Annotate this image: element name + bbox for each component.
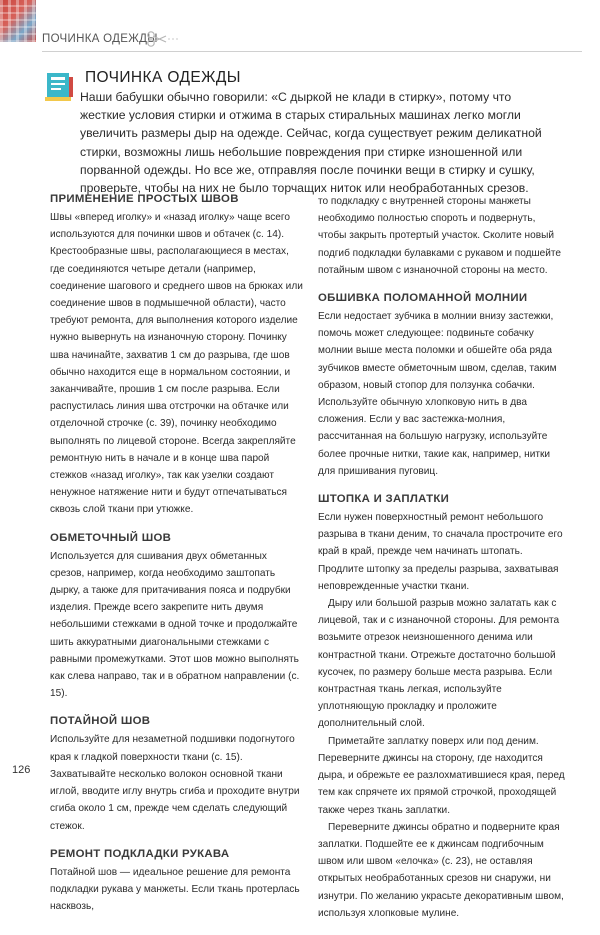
section-paragraph: то подкладку с внутренней стороны манжеты необходимо полностью спороть и подвернуть, чтобы закрыть протертый участок. Сколите новый подгиб подкладки булавками с рукавом и подшейте потайным швом с изнаночной стороны на место. [318,196,561,276]
section-paragraph: Если недостает зубчика в молнии внизу застежки, помочь может следующее: подвиньте собачку молнии выше места поломки и обшейте оба ряда зубчиков вместе обметочным швом, сделав, таким образом, новый стопор для ползунка собачки. Используйте обычную хлопковую нить в два сложения. Если у вас застежка-молния, рассчитанная на большую нагрузку, используйте более прочные нитки, такие как, например, нитки для пришивания пуговиц. [318,311,557,477]
section-heading: ПРИМЕНЕНИЕ ПРОСТЫХ ШВОВ [50,193,239,205]
section-broken-zipper [318,292,566,480]
section-paragraph: Потайной шов — идеальное решение для ремонта подкладки рукава у манжеты. Если ткань протерлась насквозь, [50,866,300,913]
section-heading: ОБШИВКА ПОЛОМАННОЙ МОЛНИИ [318,292,528,305]
section-darning-patches [318,493,566,922]
section-overcast-stitch [50,532,303,703]
section-heading: ОБМЕТОЧНЫЙ ШОВ [50,531,172,544]
section-heading: РЕМОНТ ПОДКЛАДКИ РУКАВА [50,847,230,860]
page-number: 126 [12,764,31,776]
section-sleeve-lining [50,848,303,916]
running-header: ПОЧИНКА ОДЕЖДЫ [42,33,158,45]
section-paragraph: Переверните джинсы обратно и подверните края заплатки. Подшейте ее к джинсам подгибочным швом или швом «елочка» (с. 23), не оставляя открытых необработанных срезов ни снаружи, ни изнутри. По желанию украсьте декоративным швом, используя хлопковые мулине. [318,821,564,919]
corner-plaid-decoration [0,0,36,42]
section-paragraph: Используется для сшивания двух обметанных срезов, например, когда необходимо заштопать дырку, а также для притачивания пояса и подрубки изделия. Прежде всего закрепите нить двумя небольшими стежками в одной точке и продолжайте шить аккуратными диагональными стежками с равными промежутками. Этот шов можно выполнять как слева направо, так и в обратном направлении (с. 15). [50,550,300,700]
section-heading: ШТОПКА И ЗАПЛАТКИ [318,493,450,506]
section-paragraph: Используйте для незаметной подшивки подогнутого края к гладкой поверхности ткани (с. 15). Захватывайте несколько волокон основной ткани иглой, вводите иглу внутрь сгиба и проходите внутри сгиба около 1 см, прежде чем сделать следующий стежок. [50,734,300,832]
section-paragraph: Если нужен поверхностный ремонт небольшого разрыва в ткани деним, то сначала прострочите его край в край, прежде чем начинать штопать. Продлите штопку за пределы разрыва, захватывая неповрежденные участки ткани. [318,512,563,592]
section-paragraph: Швы «вперед иголку» и «назад иголку» чаще всего используются для починки швов и обтачек (с. 14). Крестообразные швы, располагающиеся в местах, где соединяются четыре детали (например, соединение шагового и среднего швов на брюках или соединение швов в подмышечной области), часто требуют ремонта, для выполнения которого изделие нужно вывернуть на изнаночную сторону. Починку шва начинайте, захватив 1 см до разрыва, где шов обычно находится еще в нормальном состоянии, и заканчивайте, прошив 1 см после разрыва. Если распустилась линия шва отстрочки на обтачке или отделочной строчке (с. 39), починку необходимо выполнять по лицевой стороне. Всегда закрепляйте ремонтную нить в начале и в конце шва парой стежков «назад иголку», так как узелки создают ненужное натяжение нити и будут отпечатываться сквозь слой ткани при утюжке. [50,212,303,516]
header-rule [42,51,582,52]
right-column [318,193,566,935]
section-paragraph: Дыру или большой разрыв можно залатать как с лицевой, так и с изнаночной стороны. Для ремонта возьмите отрезок неизношенного денима или контрастной ткани. Отрежьте достаточно большой кусочек, по размеру больше места разрыва. Если контрастная ткань легкая, используйте уплотняющую прокладку и проложите дополнительный слой. [318,598,560,730]
left-column [50,193,303,928]
section-paragraph: Приметайте заплатку поверх или под деним. Переверните джинсы на сторону, где находится дыра, и обрежьте ее разлохматившиеся края, перед тем как спрячете их прямой строчкой, проходящей также через ткань заплатки. [318,735,565,816]
scissors-icon [146,30,180,48]
section-sleeve-lining-continued [318,193,566,279]
section-heading: ПОТАЙНОЙ ШОВ [50,715,151,728]
book-icon [45,69,75,103]
main-title: ПОЧИНКА ОДЕЖДЫ [85,69,241,86]
section-blind-stitch [50,715,303,834]
intro-paragraph: Наши бабушки обычно говорили: «С дыркой не клади в стирку», потому что жесткие условия стирки и отжима в старых стиральных машинах легко могли увеличить размеры дыр на одежде. Сейчас, когда существует режим деликатной стирки, возможны лишь небольшие повреждения при стирке изношенной или порванной одежды. Но все же, отправляя после починки вещи в стирку и сушку, проверьте, чтобы на них не было торчащих ниток или необработанных срезов. [80,90,542,196]
section-simple-seams [50,193,303,519]
